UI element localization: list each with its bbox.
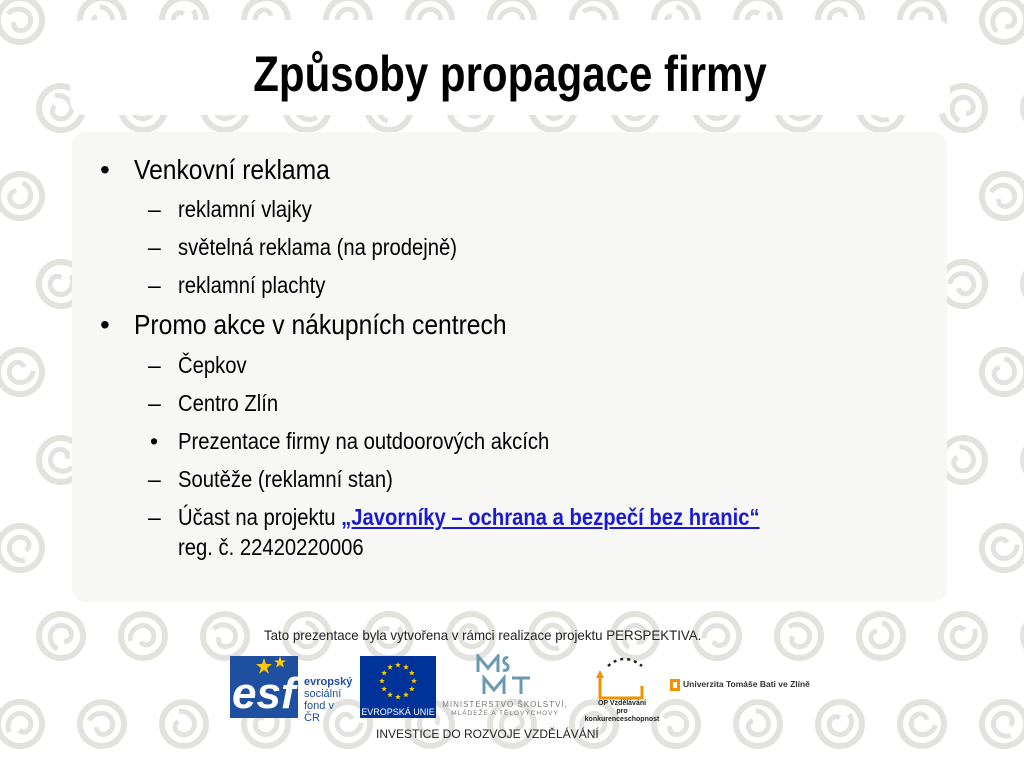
list-item: [148, 504, 839, 531]
op-caption-line: OP Vzdělávání: [597, 700, 647, 707]
list-item: [148, 196, 330, 223]
list-item-text: Promo akce v nákupních centrech: [134, 309, 507, 340]
list-item-text: Prezentace firmy na outdoorových akcích: [178, 428, 550, 454]
esf-caption: [304, 676, 352, 724]
eu-flag-icon: [360, 656, 436, 706]
dash-marker: –: [148, 466, 161, 492]
esf-caption-line: evropský: [304, 676, 353, 688]
dash-marker: –: [148, 234, 161, 260]
msmt-logo: [440, 654, 570, 720]
list-item-text: Účast na projektu: [178, 504, 342, 530]
op-caption: [580, 700, 664, 724]
dash-marker: –: [148, 352, 161, 378]
list-item-text: reklamní plachty: [178, 272, 326, 298]
list-item-text-wrap: [178, 504, 760, 531]
msmt-caption-line: MLÁDEŽE A TĚLOVÝCHOVY: [451, 710, 559, 717]
esf-logo: [230, 656, 353, 724]
eu-label: EVROPSKÁ UNIE: [361, 707, 435, 717]
dash-marker: –: [148, 390, 161, 416]
footer-slogan: INVESTICE DO ROZVOJE VZDĚLÁVÁNÍ: [376, 727, 599, 741]
op-vzdelavani-logo: [580, 656, 664, 723]
project-link[interactable]: „Javorníky – ochrana a bezpečí bez hranic“: [341, 504, 760, 530]
list-item: [100, 309, 557, 341]
page-title: Způsoby propagace firmy: [253, 46, 767, 102]
registration-number: reg. č. 22420220006: [178, 534, 364, 560]
msmt-caption-line: MINISTERSTVO ŠKOLSTVÍ,: [442, 700, 568, 709]
list-item-text: Soutěže (reklamní stan): [178, 466, 393, 492]
msmt-caption: [440, 700, 570, 718]
list-item-text: světelná reklama (na prodejně): [178, 234, 458, 260]
op-caption-line: pro konkurenceschopnost: [584, 708, 660, 723]
list-item: [148, 466, 422, 493]
list-item-text: Venkovní reklama: [134, 154, 330, 185]
list-item-text: reklamní vlajky: [178, 196, 312, 222]
bullet-marker: •: [150, 428, 159, 454]
list-item-text: Čepkov: [178, 352, 247, 378]
msmt-monogram-icon: [474, 654, 536, 698]
esf-caption-line: sociální: [304, 688, 342, 700]
esf-caption-line: fond v ČR: [304, 700, 334, 724]
dash-marker: –: [148, 196, 161, 222]
list-item: [148, 352, 256, 379]
list-item-continuation: [178, 534, 389, 561]
bullet-marker: •: [100, 309, 110, 340]
list-item: [100, 154, 357, 186]
utb-name: Univerzita Tomáše Bati ve Zlíně: [683, 679, 810, 689]
op-arrow-icon: [594, 656, 650, 700]
eu-flag-logo: [360, 656, 436, 718]
dash-marker: –: [148, 504, 161, 530]
list-item: [148, 390, 292, 417]
dash-marker: –: [148, 272, 161, 298]
list-item: [148, 272, 345, 299]
footer-note: Tato prezentace byla vytvořena v rámci realizace projektu PERSPEKTIVA.: [264, 627, 702, 643]
list-item: [150, 428, 600, 455]
esf-mark: esf: [232, 669, 296, 718]
list-item: [148, 234, 495, 261]
bullet-marker: •: [100, 154, 110, 185]
utb-emblem-icon: [670, 679, 680, 691]
utb-logo: [670, 678, 810, 694]
list-item-text: Centro Zlín: [178, 390, 279, 416]
